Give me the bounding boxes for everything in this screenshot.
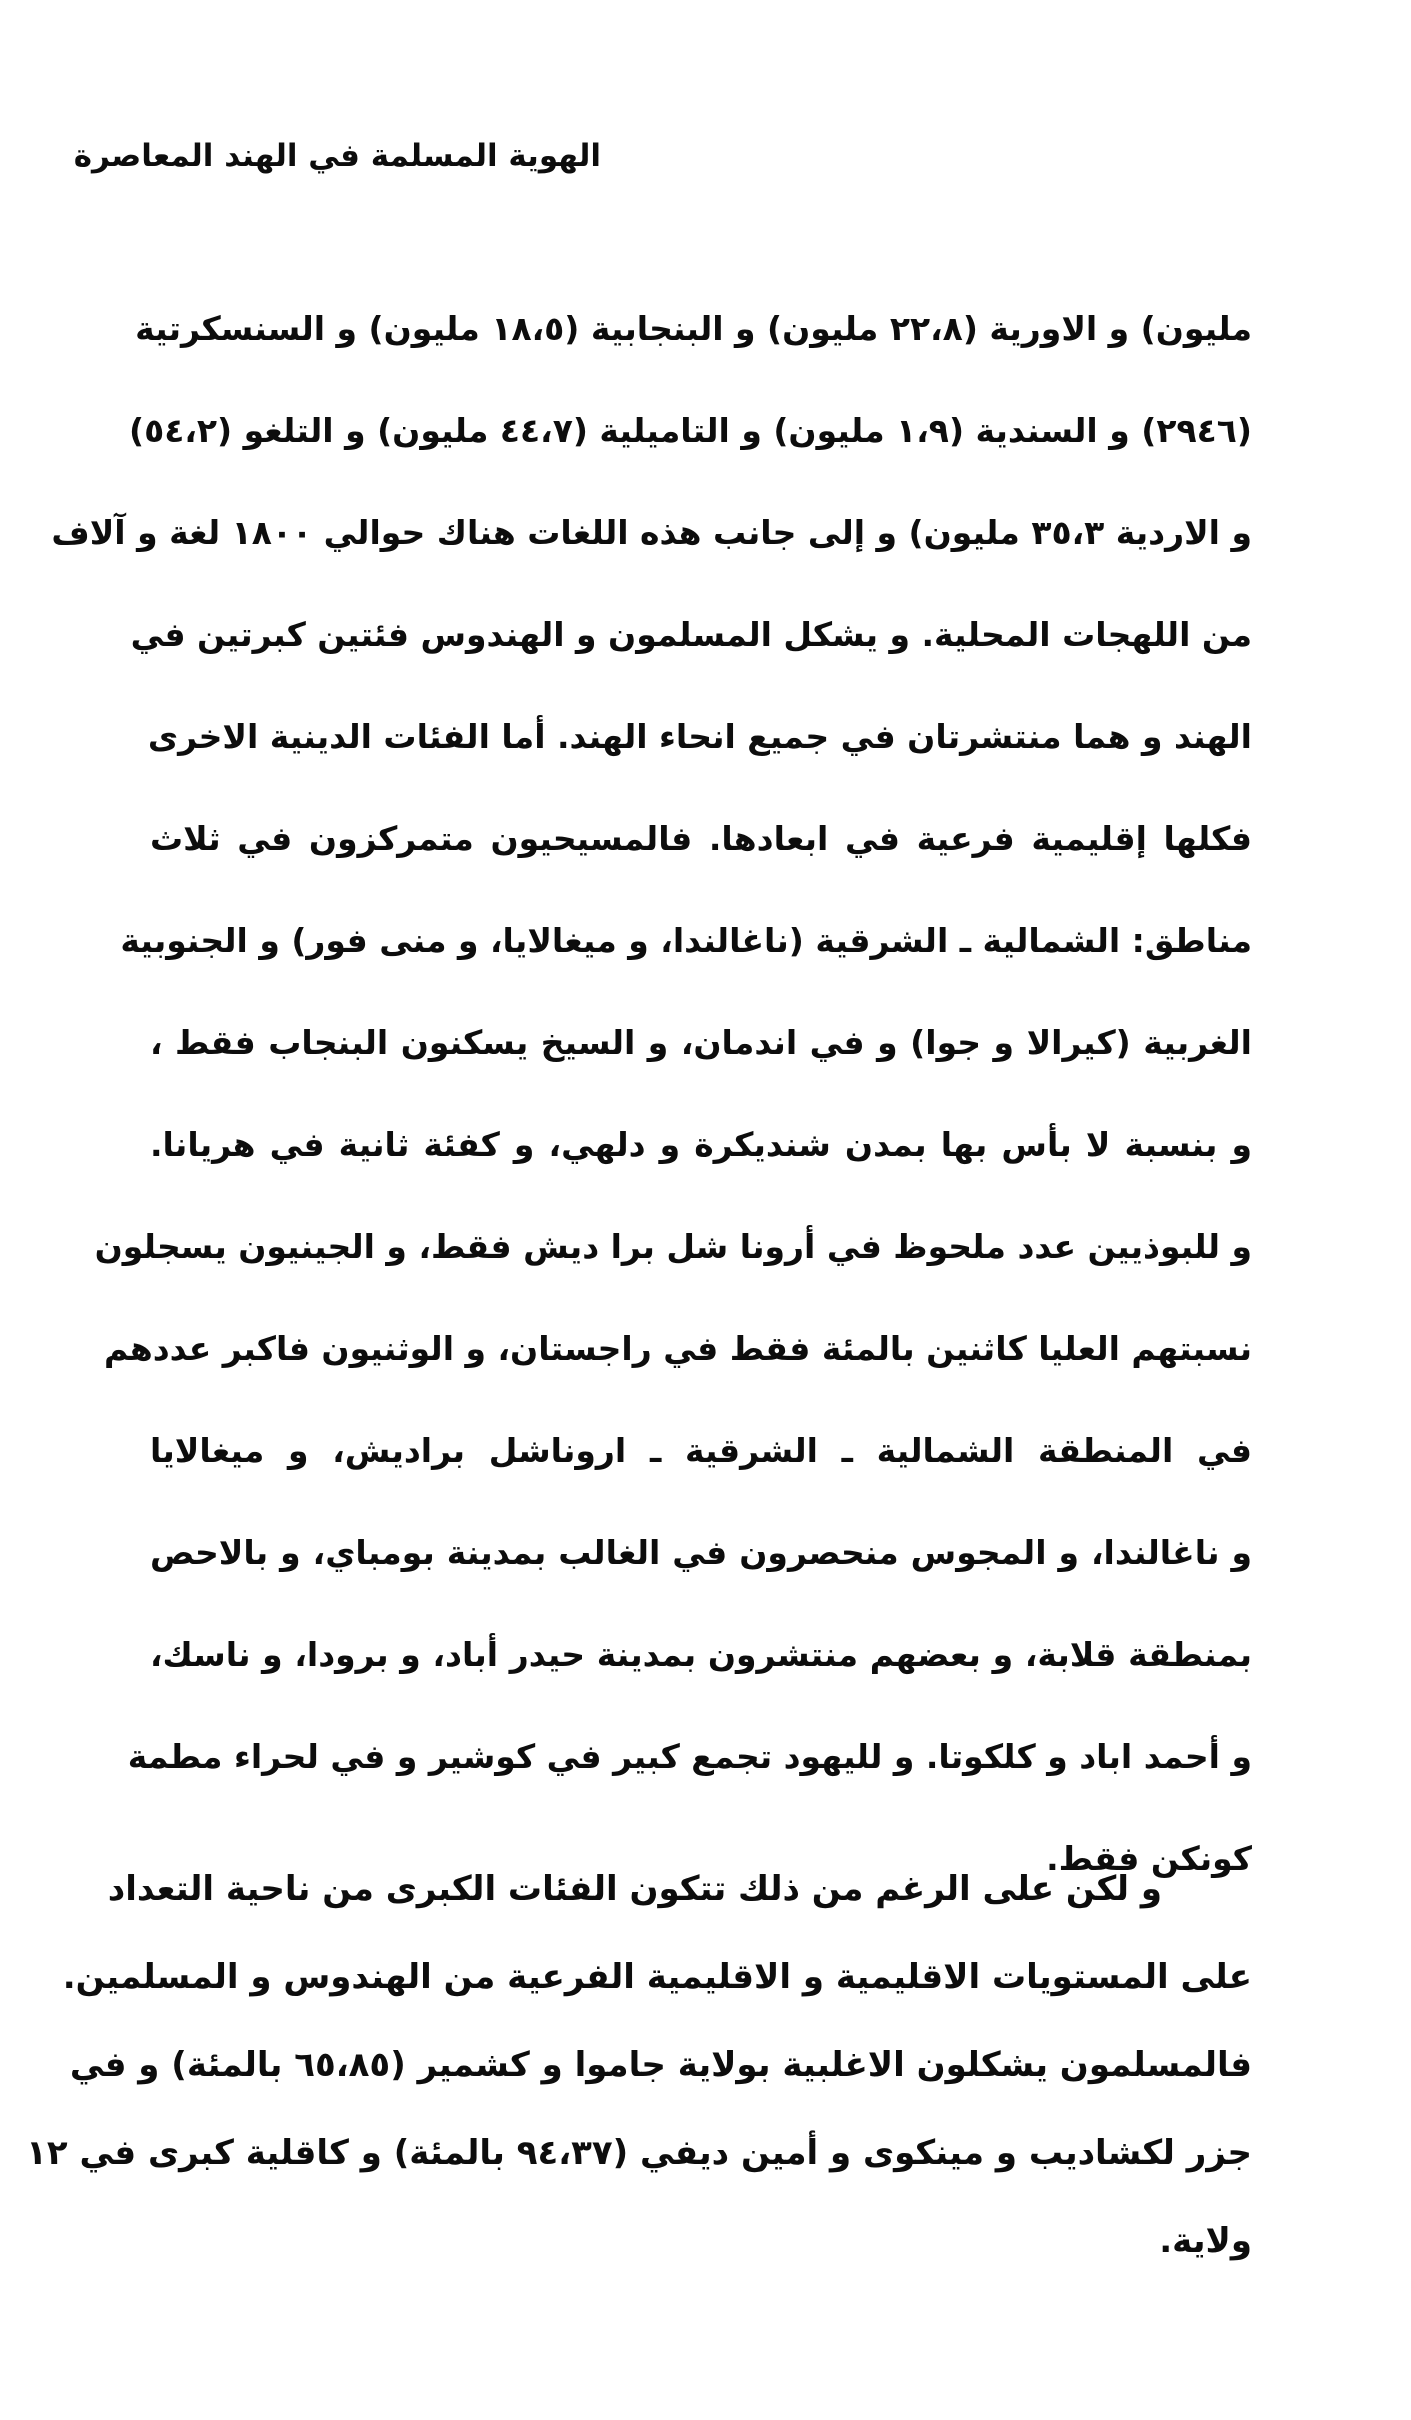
running-header: الهوية المسلمة في الهند المعاصرة [73, 138, 601, 174]
text-line: مناطق: الشمالية ـ الشرقية (ناغالندا، و ميغالايا، و منى فور) و الجنوبية [120, 921, 1252, 960]
text-line: في المنطقة الشمالية ـ الشرقية ـ اروناشل براديش، و ميغالايا [150, 1431, 1252, 1470]
text-line: و أحمد اباد و كلكوتا. و لليهود تجمع كبير في كوشير و في لحراء مطمة [127, 1737, 1252, 1776]
paragraph-2 [26, 1845, 1252, 2285]
text-line: فكلها إقليمية فرعية في ابعادها. فالمسيحيون متمركزون في ثلاث [150, 819, 1252, 858]
text-line: مليون) و الاورية (٢٢،٨ مليون) و البنجابية (١٨،٥ مليون) و السنسكرتية [135, 309, 1252, 348]
text-line: و بنسبة لا بأس بها بمدن شنديكرة و دلهي، و كفئة ثانية في هريانا. [150, 1125, 1252, 1164]
text-line: الهند و هما منتشرتان في جميع انحاء الهند. أما الفئات الدينية الاخرى [147, 717, 1252, 756]
text-line: و الاردية ٣٥،٣ مليون) و إلى جانب هذه اللغات هناك حوالي ١٨٠٠ لغة و آلاف [51, 513, 1252, 552]
text-line: (٢٩٤٦) و السندية (١،٩ مليون) و التاميلية (٤٤،٧ مليون) و التلغو (٥٤،٢) [128, 411, 1252, 450]
text-line: على المستويات الاقليمية و الاقليمية الفرعية من الهندوس و المسلمين. [62, 1957, 1252, 1997]
text-line: بمنطقة قلابة، و بعضهم منتشرون بمدينة حيدر أباد، و برودا، و ناسك، [150, 1635, 1252, 1674]
text-line: كونكن فقط. [1046, 1839, 1252, 1878]
text-line: و لكن على الرغم من ذلك تتكون الفئات الكبرى من ناحية التعداد [107, 1869, 1162, 1909]
text-line: ولاية. [1159, 2221, 1252, 2261]
text-line: الغربية (كيرالا و جوا) و في اندمان، و السيخ يسكنون البنجاب فقط ، [150, 1023, 1252, 1062]
text-line: و ناغالندا، و المجوس منحصرون في الغالب بمدينة بومباي، و بالاحص [150, 1533, 1252, 1572]
text-line: و للبوذيين عدد ملحوظ في أرونا شل برا ديش فقط، و الجينيون يسجلون [94, 1227, 1252, 1266]
text-line: نسبتهم العليا كاثنين بالمئة فقط في راجستان، و الوثنيون فاكبر عددهم [103, 1329, 1252, 1368]
text-line: من اللهجات المحلية. و يشكل المسلمون و الهندوس فئتين كبرتين في [130, 615, 1252, 654]
text-line: فالمسلمون يشكلون الاغلبية بولاية جاموا و كشمير (٦٥،٨٥ بالمئة) و في [69, 2045, 1252, 2085]
paragraph-1 [51, 278, 1252, 1910]
text-line: جزر لكشاديب و مينكوى و أمين ديفي (٩٤،٣٧ بالمئة) و كاقلية كبرى في ١٢ [26, 2133, 1252, 2173]
